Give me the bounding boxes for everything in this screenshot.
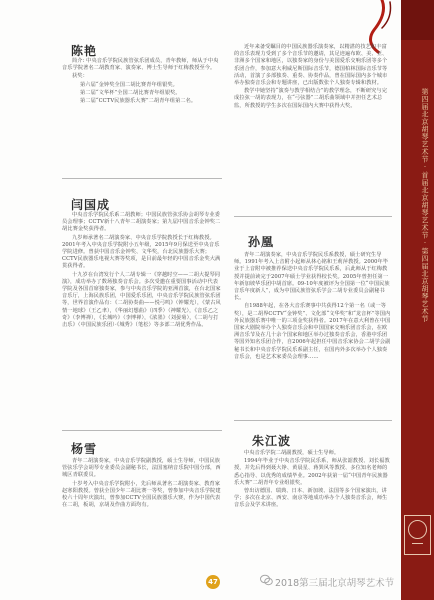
name-yang-xue: 杨雪 (71, 442, 98, 456)
wechat-icon (260, 574, 273, 586)
name-yan-guocheng: 闫国成 (71, 198, 111, 212)
name-zhu-jiangbo: 朱江波 (252, 434, 292, 448)
watermark-text: 2018第三届北京胡琴艺术节 (275, 578, 395, 589)
paragraph: 简介: 中央音乐学院民族管弦乐团成员，青年教师，师从于中央音乐学院著名二胡教育家、演奏家、博士生导师于红梅教授至今。 (62, 58, 219, 72)
festival-logo-icon (404, 515, 431, 555)
paragraph: 九岁师承著名二胡演奏家、中央音乐学院教授长于红梅教授。2001年考入中央音乐学院附小五年级，2015年9月保送至中央音乐学院进修。曾获中国音乐金钟奖、文华奖，台北民族器乐大赛；CCTV民族器乐电视大赛等奖项，是目前最年轻的中国音乐金奖大满贯获得者。 (62, 234, 221, 270)
paragraph: 近年来备受瞩目的中国民族器乐演奏家，以精湛的技艺和丰富的音乐表现力受到了多个音乐节的邀请，其足迹遍布欧、美、亚、非洲多个国家和地区，以独奏家的身份与美国爱乐交响乐团等多个乐团合作，参加意大利威尼斯国际音乐节，德国柏林国际音乐节等活动，首演了多部独奏、重奏、协奏作品，曾在国际国内多个城市举办独奏音乐会和专题讲座，已出版数张个人独奏专辑和教材。 (234, 44, 388, 87)
binding-strip (401, 0, 434, 600)
paragraph: 中央音乐学院二胡副教授，硕士生导师。 (244, 450, 340, 456)
paragraph: 曾出访德国、瑞典、日本、新加坡、法国等多个国家演出，讲学；多次在北京、西安、南京等地成功举办个人独奏音乐会，师生音乐会及学术讲座。 (234, 488, 388, 509)
paragraph: 获奖： (72, 73, 88, 80)
award-item: 第二届“CCTV民族器乐大赛”二胡青年组第二名。 (80, 98, 197, 105)
strip-header (401, 0, 434, 40)
paragraph: 青年二胡演奏家，中央音乐学院副教授，硕士生导师，中国民族管弦乐学会胡琴专业委员会副秘书长，法国塞纳音乐院中国分部，西城区青联委员。 (62, 458, 221, 479)
paragraph: 十岁考入中央音乐学院附小，先后师从著名二胡演奏家、教育家赵寒阳教授。曾获全国少年二胡比赛一等奖，曾参加中央音乐学院建校六十周年庆演出，曾参加CCTV全国民族器乐大赛，作为中国代表在二胡，板胡，京胡及作曲方面均有。 (62, 480, 221, 509)
award-item: 第六届“金钟奖全国二胡比赛青年组银奖。 (80, 81, 178, 88)
paragraph: 自1988年起，在各大音乐赛事中共获得12个第一名（或一等奖），是二胡界CCTV“金钟奖”、文化部“文华奖”和“龙音杯”等国内外民族器乐赛中唯一的三项金奖获得者。2017年在意大利曾在中国国家大剧院举办个人独奏音乐会和中国国家交响乐团音乐会，在欧洲音乐节及在几十余个国家和地区举办过独奏音乐会，香港中乐团等国外知名乐团合作，自2006年起担任中国音乐家协会二胡学会副秘书长和中央音乐学院民乐系副主任，在国内外多次举办个人独奏音乐会，也是艺术家委员会理事…… (234, 303, 391, 360)
bio-yang-xue (62, 458, 222, 510)
bio-continued (234, 44, 392, 111)
paragraph: 1994年毕业于中央音乐学院民乐系，师从张韶教授、刘长福教授，并先后得到聂大铮、黄晨星、蒋巽风等教授、多位知名老师的悉心指导、以优秀的成绩毕业。2002年获第一届“中国青年民族器乐大赛”二胡青年专业组银奖。 (234, 458, 390, 486)
section-divider (234, 216, 392, 217)
name-sun-kai: 孙凰 (248, 235, 275, 249)
bio-sun-kai (234, 252, 392, 362)
page-number: 47 (206, 575, 220, 589)
section-divider (62, 430, 222, 431)
strip-vertical-text: 第四届北京胡琴艺术节·首届北京胡琴艺术节·第四届北京胡琴艺术节 (421, 88, 429, 323)
bio-chen-yan (62, 58, 222, 106)
paragraph: 青年二胡演奏家，中央音乐学院民乐系教授，硕士研究生导师。1991年考入上音附小起师从林心铭和王莉萍教授。2000年毕业于上音附中被推荐保送中央音乐学院民乐系，后此师从于红梅教授并提前读完于2007年硕士学业获得校长奖。2005年曾担任第一年新加坡华乐团中胡首席。09-10年度被评为全国第一位“中国民族音乐年度新人”，成为中国民族管弦乐学会二胡专业委员会副秘书长。 (234, 252, 390, 302)
section-divider (234, 420, 392, 421)
award-item: 第二届“文华杯”全国二胡比赛青年组银奖。 (80, 89, 181, 96)
bio-yan-guocheng (62, 212, 222, 330)
bio-zhu-jiangbo (234, 450, 392, 511)
name-chen-yan: 陈艳 (71, 44, 98, 58)
paragraph: 中央音乐学院民乐系二胡教师；中国民族管弦乐协会胡琴专业委员会理事；CCTV新十八青年二胡演奏家；第九届中国音乐金钟奖二胡比赛金奖获得者。 (62, 212, 221, 233)
paragraph: 十九岁在台湾发行个人二胡专辑一《穿越时空——二胡大提琴同演》，成功举办了数场独奏音乐会。多次受邀在重要国事活动中代表学院及各国首席独奏家，参与中央音乐学院的亚洲首演，在台北国家音乐厅，上海民族乐团，中国爱乐乐团，中央音乐学院民族管弦乐团等，世界首演作品有：《二胡协奏曲——悦弓鸣》（钟耀光），《蒙古风情一地球》（王乙聿），《华丽幻想曲》（四季）（神耀光），《音乐乙之奇》（李博禅），《长城吟》（李博禅），《浓墨》（刘晏菊），《二胡与打击乐》（中国民族乐团）·《城秀》（笔松）等多部二胡优秀作品。 (62, 271, 221, 329)
section-divider (62, 178, 222, 179)
paragraph: 教学中她坚持“演奏与教学相结合”的教学理念，不断研究与完成拉弦一胡的表现力，在“弓弦器”二胡乐曲领域中并担任艺术总监，所教授的学生多次在国际国内大赛中获得大奖。 (234, 88, 387, 109)
